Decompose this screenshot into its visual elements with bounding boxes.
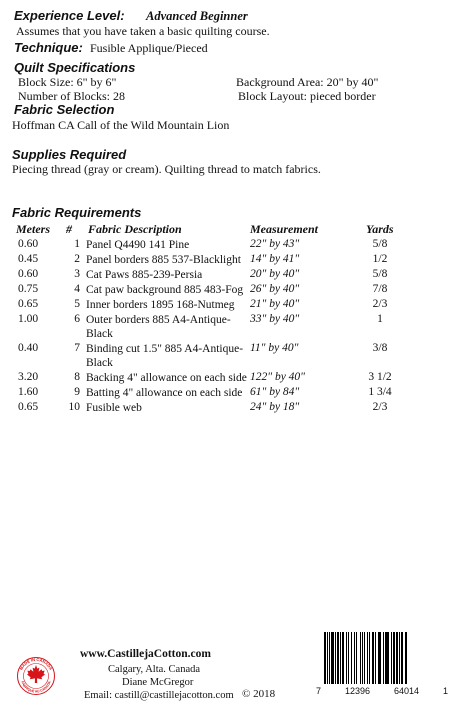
row-meters: 0.60 [18, 268, 39, 280]
row-number: 3 [74, 268, 80, 280]
row-yards: 3 1/2 [368, 371, 392, 383]
header-description: Fabric Description [88, 222, 182, 236]
experience-label: Experience Level: [14, 8, 125, 23]
experience-note: Assumes that you have taken a basic quilting course. [16, 24, 270, 38]
badge-top-text: MADE IN CANADA [18, 656, 54, 671]
footer-email[interactable]: Email: castill@castillejacotton.com [84, 690, 234, 701]
footer-name: Diane McGregor [122, 677, 194, 688]
barcode-digit-group: 12396 [344, 686, 371, 696]
row-measurement: 26" by 40" [250, 283, 300, 295]
row-number: 8 [74, 371, 80, 383]
row-description: Inner borders 1895 168-Nutmeg [86, 299, 235, 311]
copyright: © 2018 [242, 688, 276, 700]
header-meters: Meters [16, 222, 50, 236]
row-yards: 5/8 [372, 238, 388, 250]
badge-text-ring [16, 656, 56, 696]
row-number: 10 [68, 401, 80, 413]
row-yards: 1 3/4 [368, 386, 392, 398]
header-number: # [66, 222, 72, 236]
row-meters: 0.45 [18, 253, 39, 265]
row-meters: 1.00 [18, 313, 39, 325]
row-number: 2 [74, 253, 80, 265]
row-number: 6 [74, 313, 80, 325]
supplies-title: Supplies Required [12, 147, 127, 162]
row-meters: 0.65 [18, 401, 39, 413]
experience-value: Advanced Beginner [146, 9, 248, 23]
supplies-value: Piecing thread (gray or cream). Quilting thread to match fabrics. [12, 162, 321, 176]
svg-text:FABRIQUÉ AU CANADA [20, 680, 52, 694]
row-measurement: 21" by 40" [250, 298, 300, 310]
technique-label: Technique: [14, 40, 83, 55]
row-measurement: 33" by 40" [250, 313, 300, 325]
row-measurement: 22" by 43" [250, 238, 300, 250]
barcode-digit-group: 1 [442, 686, 448, 696]
row-yards: 7/8 [372, 283, 388, 295]
row-description: Binding cut 1.5" 885 A4-Antique-Black [86, 343, 244, 369]
row-meters: 0.65 [18, 298, 39, 310]
website-link[interactable]: www.CastillejaCotton.com [80, 648, 211, 660]
barcode-digit-group: 64014 [393, 686, 420, 696]
number-of-blocks: Number of Blocks: 28 [18, 89, 125, 103]
block-layout: Block Layout: pieced border [238, 89, 376, 103]
row-yards: 3/8 [372, 342, 388, 354]
row-description: Cat Paws 885-239-Persia [86, 269, 203, 281]
badge-bottom-text: FABRIQUÉ AU CANADA [20, 680, 52, 694]
row-measurement: 122" by 40" [250, 371, 306, 383]
row-description: Backing 4" allowance on each side [86, 372, 247, 384]
fabric-selection-value: Hoffman CA Call of the Wild Mountain Lion [12, 118, 230, 132]
row-description: Panel borders 885 537-Blacklight [86, 254, 241, 266]
header-measurement: Measurement [250, 222, 319, 236]
row-yards: 2/3 [372, 298, 388, 310]
requirements-title: Fabric Requirements [12, 205, 142, 220]
row-meters: 3.20 [18, 371, 39, 383]
row-number: 7 [74, 342, 80, 354]
row-description: Outer borders 885 A4-Antique-Black [86, 314, 231, 340]
row-meters: 1.60 [18, 386, 39, 398]
technique-value: Fusible Applique/Pieced [90, 41, 208, 55]
header-yards: Yards [366, 222, 394, 236]
row-number: 5 [74, 298, 80, 310]
row-measurement: 61" by 84" [250, 386, 300, 398]
barcode-bars [324, 632, 442, 684]
row-yards: 2/3 [372, 401, 388, 413]
row-measurement: 11" by 40" [250, 342, 299, 354]
row-number: 4 [74, 283, 80, 295]
background-area: Background Area: 20" by 40" [236, 75, 379, 89]
row-meters: 0.60 [18, 238, 39, 250]
row-description: Panel Q4490 141 Pine [86, 239, 190, 251]
row-description: Fusible web [86, 402, 142, 414]
svg-text:MADE IN CANADA [18, 657, 53, 671]
row-yards: 1/2 [372, 253, 388, 265]
row-number: 9 [74, 386, 80, 398]
row-yards: 1 [377, 313, 383, 325]
row-number: 1 [74, 238, 80, 250]
row-measurement: 20" by 40" [250, 268, 300, 280]
footer-city: Calgary, Alta. Canada [108, 664, 201, 675]
row-meters: 0.75 [18, 283, 39, 295]
barcode-digit-group: 7 [316, 686, 322, 696]
fabric-selection-title: Fabric Selection [14, 102, 115, 117]
row-description: Batting 4" allowance on each side [86, 387, 243, 399]
barcode [316, 632, 448, 696]
row-yards: 5/8 [372, 268, 388, 280]
specs-title: Quilt Specifications [14, 60, 136, 75]
row-measurement: 14" by 41" [250, 253, 300, 265]
row-meters: 0.40 [18, 342, 39, 354]
row-measurement: 24" by 18" [250, 401, 300, 413]
requirements-table-header [0, 222, 460, 238]
barcode-gap [407, 632, 409, 684]
block-size: Block Size: 6" by 6" [18, 75, 117, 89]
row-description: Cat paw background 885 483-Fog [86, 284, 244, 296]
barcode-digits [316, 686, 448, 696]
